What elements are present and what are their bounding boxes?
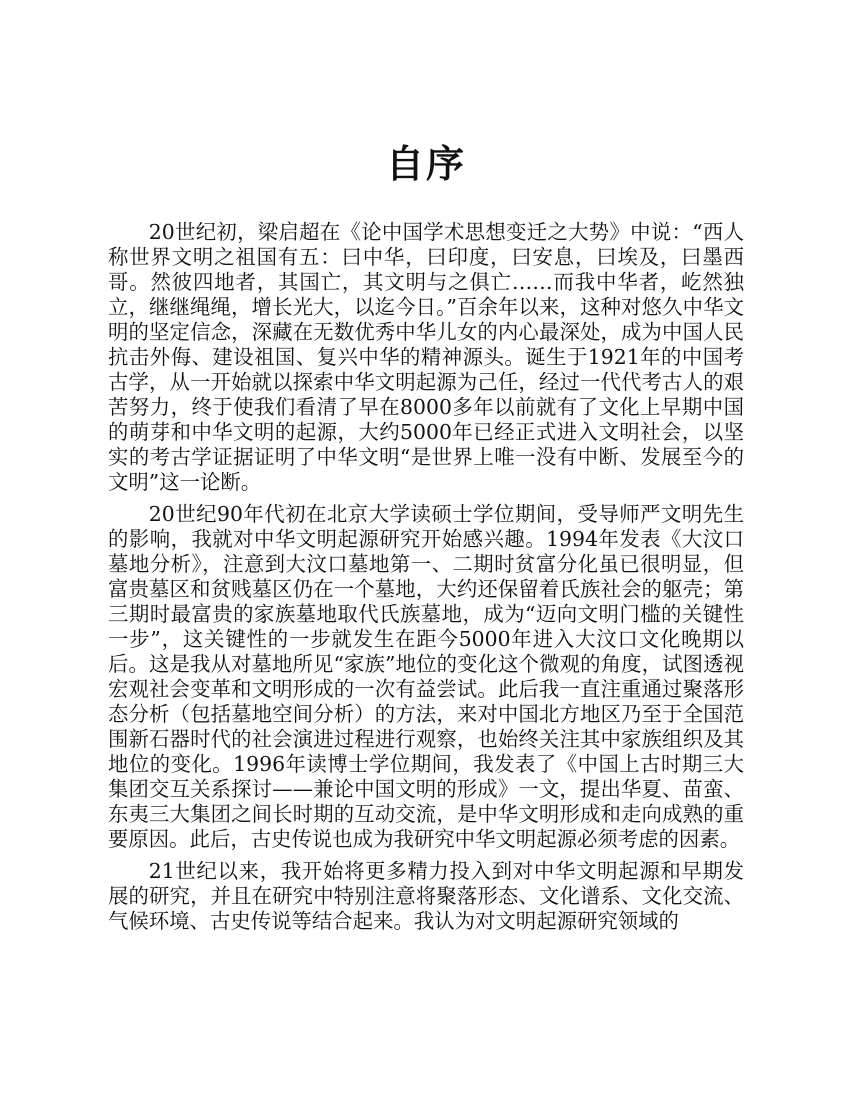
paragraph-1: 20世纪初，梁启超在《论中国学术思想变迁之大势》中说：“西人称世界文明之祖国有五：曰中华，曰印度，曰安息，曰埃及，曰墨西哥。然彼四地者，其国亡，其文明与之俱亡……而我中华者，屹然独立，继继绳绳，增长光大，以迄今日。”百余年以来，这种对悠久中华文明的坚定信念，深藏在无数优秀中华儿女的内心最深处，成为中国人民抗击外侮、建设祖国、复兴中华的精神源头。诞生于1921年的中国考古学，从一开始就以探索中华文明起源为己任，经过一代代考古人的艰苦努力，终于使我们看清了早在8000多年以前就有了文化上早期中国的萌芽和中华文明的起源，大约5000年已经正式进入文明社会，以坚实的考古学证据证明了中华文明“是世界上唯一没有中断、发展至今的文明”这一论断。 — [108, 220, 744, 494]
body-text — [108, 220, 744, 934]
paragraph-2: 20世纪90年代初在北京大学读硕士学位期间，受导师严文明先生的影响，我就对中华文明起源研究开始感兴趣。1994年发表《大汶口墓地分析》，注意到大汶口墓地第一、二期时贫富分化虽已很明显，但富贵墓区和贫贱墓区仍在一个墓地，大约还保留着氏族社会的躯壳；第三期时最富贵的家族墓地取代氏族墓地，成为“迈向文明门槛的关键性一步”，这关键性的一步就发生在距今5000年进入大汶口文化晚期以后。这是我从对墓地所见“家族”地位的变化这个微观的角度，试图透视宏观社会变革和文明形成的一次有益尝试。此后我一直注重通过聚落形态分析（包括墓地空间分析）的方法，来对中国北方地区乃至于全国范围新石器时代的社会演进过程进行观察，也始终关注其中家族组织及其地位的变化。1996年读博士学位期间，我发表了《中国上古时期三大集团交互关系探讨——兼论中国文明的形成》一文，提出华夏、苗蛮、东夷三大集团之间长时期的互动交流，是中华文明形成和走向成熟的重要原因。此后，古史传说也成为我研究中华文明起源必须考虑的因素。 — [108, 502, 744, 851]
page-title: 自序 — [385, 142, 466, 186]
document-page — [108, 0, 744, 941]
paragraph-3: 21世纪以来，我开始将更多精力投入到对中华文明起源和早期发展的研究，并且在研究中特别注意将聚落形态、文化谱系、文化交流、气候环境、古史传说等结合起来。我认为对文明起源研究领域的 — [108, 859, 744, 933]
